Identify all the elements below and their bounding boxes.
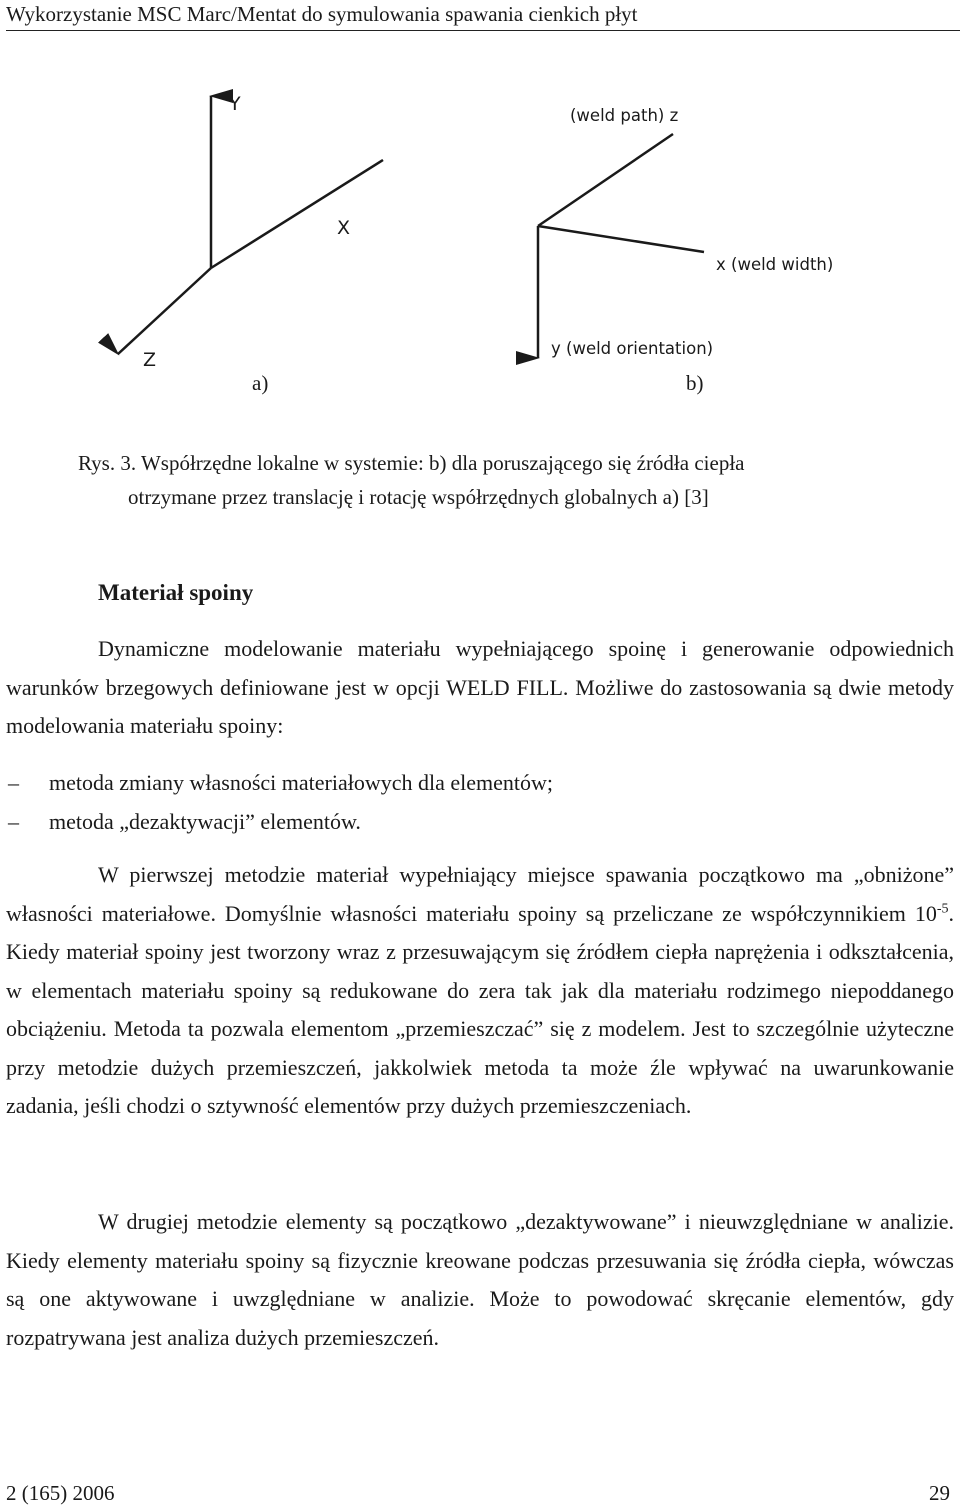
section-heading: Materiał spoiny	[98, 580, 254, 605]
panel-a-x-axis	[211, 160, 383, 268]
panel-b-z-label: (weld path) z	[570, 106, 679, 125]
panel-b-z-axis	[538, 134, 673, 226]
panel-b-x-axis	[538, 226, 704, 252]
caption-line-1: Rys. 3. Współrzędne lokalne w systemie: b) dla poruszającego się źródła ciepła	[78, 451, 745, 475]
list-item-text: metoda zmiany własności materiałowych dla elementów;	[49, 770, 554, 795]
panel-b-axes	[538, 106, 833, 358]
paragraph-2	[6, 856, 954, 1126]
panel-a-y-label: Y	[229, 93, 241, 115]
list-item	[6, 803, 954, 842]
panel-a-z-label: Z	[143, 349, 157, 371]
page-number: 29	[929, 1481, 950, 1505]
dash-bullet: –	[8, 808, 19, 834]
caption-line-2: otrzymane przez translację i rotację współrzędnych globalnych a) [3]	[128, 485, 709, 509]
panel-b-y-label: y (weld orientation)	[551, 339, 714, 358]
panel-b-label: b)	[686, 371, 704, 395]
methods-list	[6, 764, 954, 841]
figure-coordinate-systems	[0, 0, 960, 420]
panel-b-x-label: x (weld width)	[716, 255, 834, 274]
paragraph-1: Dynamiczne modelowanie materiału wypełniającego spoinę i generowanie odpowiednich warunków brzegowych definiowane jest w opcji WELD FILL. Możliwe do zastosowania są dwie metody modelowania materiału spoiny:	[6, 636, 954, 738]
running-title: Wykorzystanie MSC Marc/Mentat do symulowania spawania cienkich płyt	[6, 2, 638, 26]
dash-bullet: –	[8, 770, 19, 795]
figure-caption	[78, 446, 898, 514]
exponent: -5	[936, 901, 949, 917]
paragraph-2-part-1: W pierwszej metodzie materiał wypełniający miejsce spawania początkowo ma „obniżone” własności materiałowe. Domyślnie własności materiału spoiny są przeliczane ze współczynnikiem 10	[6, 862, 954, 926]
list-item-text: metoda „dezaktywacji” elementów.	[49, 808, 361, 834]
paragraph-2-part-2: . Kiedy materiał spoiny jest tworzony wraz z przesuwającym się źródłem ciepła naprężenia i odkształcenia, w elementach materiału spoiny są redukowane do zera tak jak dla materiału rodzimego niepoddanego obciążeniu. Metoda ta pozwala elementom „przemieszczać” się z modelem. Jest to szczególnie użyteczne przy metodzie dużych przemieszczeń, jakkolwiek metoda ta może źle wpływać na uwarunkowanie zadania, jeśli chodzi o sztywność elementów przy dużych przemieszczeniach.	[6, 900, 954, 1118]
issue-number: 2 (165) 2006	[6, 1481, 115, 1505]
panel-a-x-label: X	[337, 217, 351, 239]
panel-a-z-axis	[118, 268, 211, 354]
list-item	[6, 764, 954, 803]
panel-a-label: a)	[252, 371, 269, 395]
panel-a-axes	[118, 93, 383, 371]
paragraph-3: W drugiej metodzie elementy są początkowo „dezaktywowane” i nieuwzględniane w analizie. Kiedy elementy materiału spoiny są fizycznie kreowane podczas przesuwania się źródła ciepła, wówczas są one aktywowane i uwzględniane w analizie. Może to powodować skręcanie elementów, gdy rozpatrywana jest analiza dużych przemieszczeń.	[6, 1209, 954, 1350]
